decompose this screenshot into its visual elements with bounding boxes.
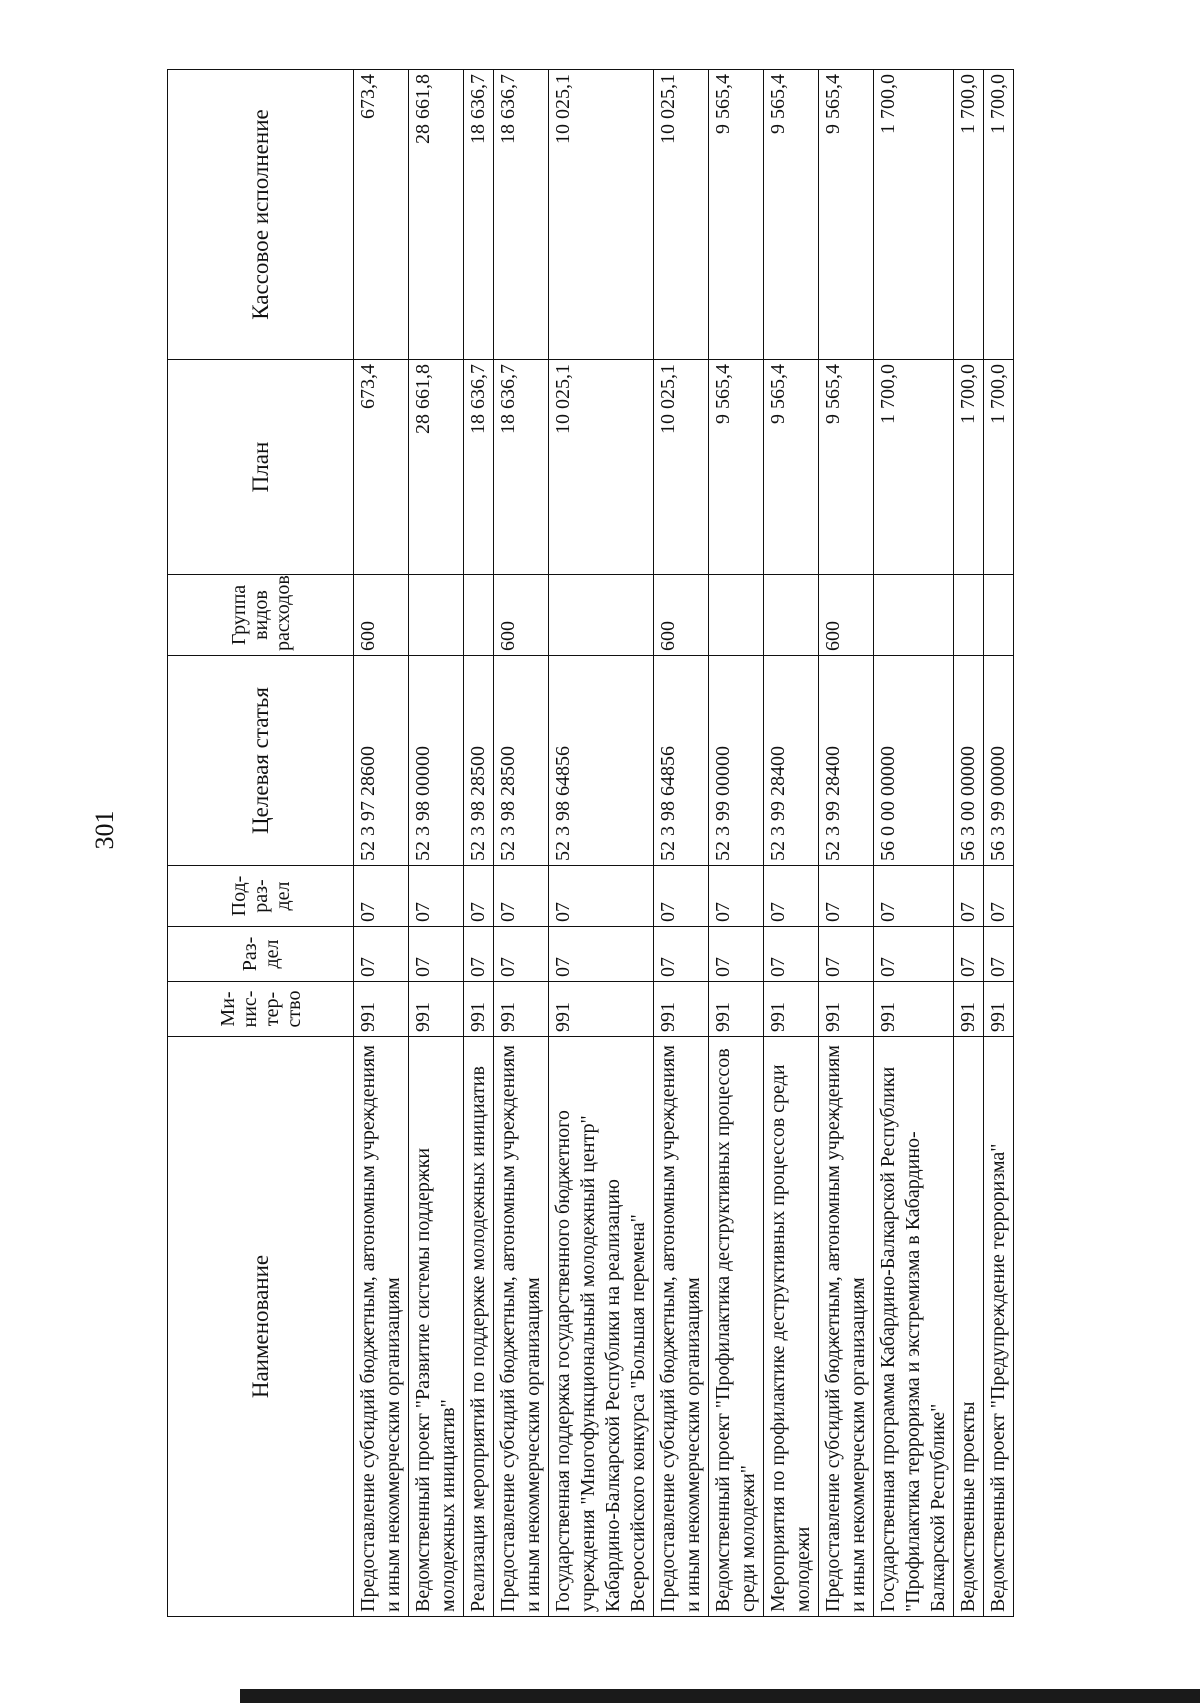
cell-group: 600	[819, 575, 874, 656]
cell-subsection: 07	[984, 866, 1014, 927]
cell-group	[549, 575, 654, 656]
rotated-table-container	[167, 70, 1061, 1617]
header-cash: Кассовое исполнение	[168, 70, 354, 360]
cell-group: 600	[654, 575, 709, 656]
cell-name: Государственная программа Кабардино-Балкарской Республики "Профилактика терроризма и экстремизма в Кабардино-Балкарской Республике"	[874, 1037, 954, 1617]
cell-cash: 9 565,4	[709, 70, 764, 360]
cell-ministry: 991	[874, 982, 954, 1037]
table-row	[549, 70, 654, 1617]
cell-group: 600	[354, 575, 409, 656]
cell-target: 56 3 00 00000	[954, 656, 984, 866]
cell-target: 52 3 99 28400	[819, 656, 874, 866]
table-row	[464, 70, 494, 1617]
cell-cash: 10 025,1	[549, 70, 654, 360]
cell-target: 56 0 00 00000	[874, 656, 954, 866]
cell-section: 07	[764, 927, 819, 982]
scan-edge-bar	[240, 1689, 1200, 1703]
cell-plan: 9 565,4	[819, 360, 874, 575]
table-row	[874, 70, 954, 1617]
cell-ministry: 991	[984, 982, 1014, 1037]
cell-name: Ведомственный проект "Профилактика деструктивных процессов среди молодежи"	[709, 1037, 764, 1617]
cell-group	[984, 575, 1014, 656]
cell-section: 07	[409, 927, 464, 982]
cell-section: 07	[874, 927, 954, 982]
header-group: Группа видов расходов	[168, 575, 354, 656]
cell-cash: 673,4	[354, 70, 409, 360]
cell-ministry: 991	[464, 982, 494, 1037]
table-row	[709, 70, 764, 1617]
cell-name: Реализация мероприятий по поддержке молодежных инициатив	[464, 1037, 494, 1617]
cell-target: 52 3 97 28600	[354, 656, 409, 866]
cell-name: Государственная поддержка государственного бюджетного учреждения "Многофункциональный молодежный центр" Кабардино-Балкарской Республики на реализацию Всероссийского конкурса "Большая перемена"	[549, 1037, 654, 1617]
cell-target: 52 3 98 28500	[464, 656, 494, 866]
cell-subsection: 07	[549, 866, 654, 927]
cell-group	[954, 575, 984, 656]
cell-plan: 18 636,7	[494, 360, 549, 575]
cell-target: 52 3 98 64856	[549, 656, 654, 866]
cell-group	[764, 575, 819, 656]
cell-cash: 18 636,7	[494, 70, 549, 360]
cell-section: 07	[464, 927, 494, 982]
cell-cash: 1 700,0	[874, 70, 954, 360]
cell-subsection: 07	[874, 866, 954, 927]
cell-name: Мероприятия по профилактике деструктивных процессов среди молодежи	[764, 1037, 819, 1617]
header-name: Наименование	[168, 1037, 354, 1617]
cell-subsection: 07	[654, 866, 709, 927]
cell-name: Предоставление субсидий бюджетным, автономным учреждениям и иным некоммерческим организациям	[494, 1037, 549, 1617]
cell-plan: 9 565,4	[709, 360, 764, 575]
header-subsection: Под-раз-дел	[168, 866, 354, 927]
cell-ministry: 991	[764, 982, 819, 1037]
cell-target: 56 3 99 00000	[984, 656, 1014, 866]
cell-ministry: 991	[654, 982, 709, 1037]
cell-cash: 9 565,4	[819, 70, 874, 360]
budget-table	[167, 69, 1014, 1617]
cell-subsection: 07	[464, 866, 494, 927]
cell-group	[874, 575, 954, 656]
table-row	[954, 70, 984, 1617]
cell-subsection: 07	[954, 866, 984, 927]
cell-group: 600	[494, 575, 549, 656]
cell-group	[409, 575, 464, 656]
cell-section: 07	[954, 927, 984, 982]
cell-name: Предоставление субсидий бюджетным, автономным учреждениям и иным некоммерческим организациям	[819, 1037, 874, 1617]
cell-target: 52 3 98 28500	[494, 656, 549, 866]
cell-plan: 1 700,0	[954, 360, 984, 575]
cell-ministry: 991	[954, 982, 984, 1037]
cell-name: Ведомственный проект "Предупреждение терроризма"	[984, 1037, 1014, 1617]
header-plan: План	[168, 360, 354, 575]
cell-cash: 10 025,1	[654, 70, 709, 360]
cell-name: Предоставление субсидий бюджетным, автономным учреждениям и иным некоммерческим организациям	[354, 1037, 409, 1617]
cell-plan: 10 025,1	[654, 360, 709, 575]
cell-plan: 18 636,7	[464, 360, 494, 575]
cell-group	[464, 575, 494, 656]
header-ministry: Ми-нис-тер-ство	[168, 982, 354, 1037]
table-row	[984, 70, 1014, 1617]
table-row	[494, 70, 549, 1617]
cell-ministry: 991	[354, 982, 409, 1037]
cell-target: 52 3 99 00000	[709, 656, 764, 866]
cell-ministry: 991	[709, 982, 764, 1037]
cell-section: 07	[654, 927, 709, 982]
cell-cash: 1 700,0	[954, 70, 984, 360]
cell-cash: 9 565,4	[764, 70, 819, 360]
cell-plan: 1 700,0	[984, 360, 1014, 575]
cell-target: 52 3 98 64856	[654, 656, 709, 866]
table-header-row	[168, 70, 354, 1617]
cell-plan: 1 700,0	[874, 360, 954, 575]
cell-subsection: 07	[764, 866, 819, 927]
table-row	[354, 70, 409, 1617]
cell-section: 07	[354, 927, 409, 982]
table-row	[764, 70, 819, 1617]
cell-name: Ведомственный проект "Развитие системы поддержки молодежных инициатив"	[409, 1037, 464, 1617]
cell-cash: 18 636,7	[464, 70, 494, 360]
cell-group	[709, 575, 764, 656]
cell-cash: 1 700,0	[984, 70, 1014, 360]
cell-subsection: 07	[409, 866, 464, 927]
header-target: Целевая статья	[168, 656, 354, 866]
table-row	[654, 70, 709, 1617]
cell-plan: 673,4	[354, 360, 409, 575]
cell-subsection: 07	[494, 866, 549, 927]
cell-name: Предоставление субсидий бюджетным, автономным учреждениям и иным некоммерческим организациям	[654, 1037, 709, 1617]
cell-section: 07	[984, 927, 1014, 982]
cell-section: 07	[549, 927, 654, 982]
cell-section: 07	[709, 927, 764, 982]
cell-ministry: 991	[819, 982, 874, 1037]
cell-ministry: 991	[494, 982, 549, 1037]
cell-subsection: 07	[709, 866, 764, 927]
cell-section: 07	[819, 927, 874, 982]
table-row	[819, 70, 874, 1617]
cell-subsection: 07	[819, 866, 874, 927]
cell-plan: 9 565,4	[764, 360, 819, 575]
cell-section: 07	[494, 927, 549, 982]
cell-target: 52 3 99 28400	[764, 656, 819, 866]
cell-ministry: 991	[549, 982, 654, 1037]
table-row	[409, 70, 464, 1617]
page-number: 301	[90, 810, 119, 850]
cell-plan: 10 025,1	[549, 360, 654, 575]
cell-plan: 28 661,8	[409, 360, 464, 575]
cell-cash: 28 661,8	[409, 70, 464, 360]
cell-subsection: 07	[354, 866, 409, 927]
cell-name: Ведомственные проекты	[954, 1037, 984, 1617]
header-section: Раз-дел	[168, 927, 354, 982]
cell-ministry: 991	[409, 982, 464, 1037]
cell-target: 52 3 98 00000	[409, 656, 464, 866]
